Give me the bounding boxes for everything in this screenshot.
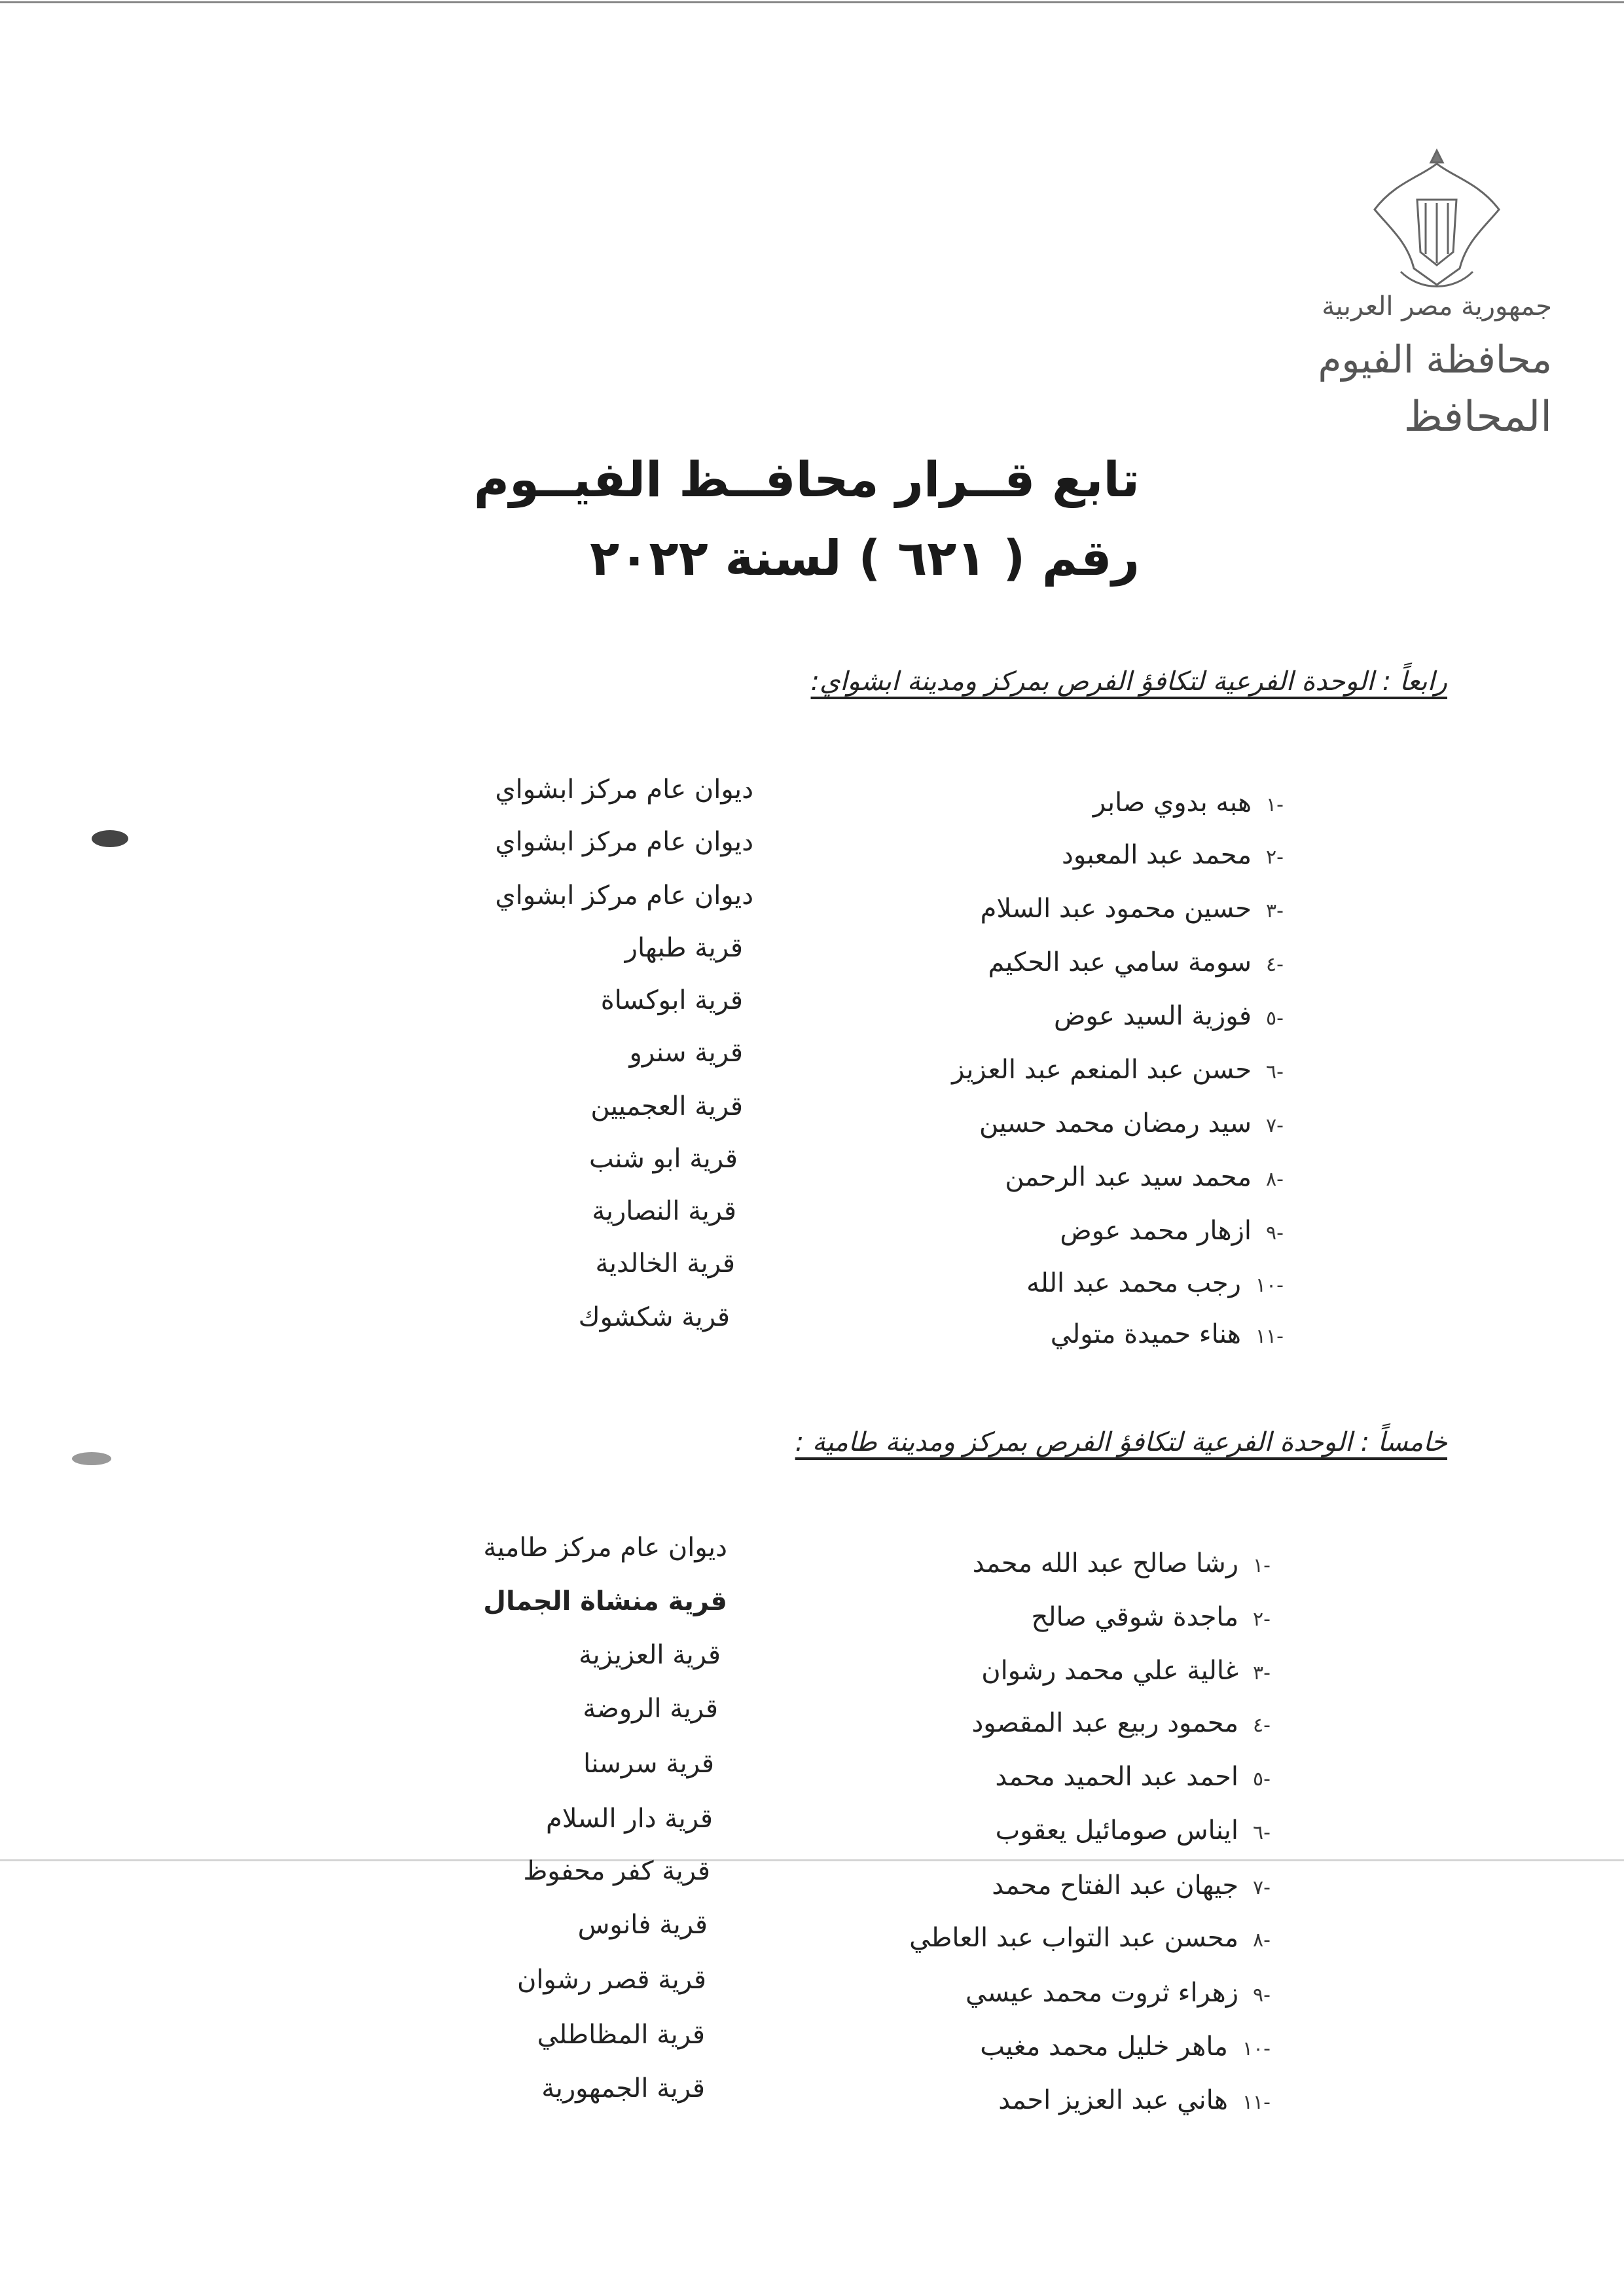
section-5-heading: خامساً : الوحدة الفرعية لتكافؤ الفرص بمركز ومدينة طامية : — [795, 1427, 1447, 1457]
item-number: -١٠ — [1242, 2037, 1271, 2060]
item-number: -٥ — [1266, 1007, 1284, 1030]
item-number: -٣ — [1266, 900, 1284, 922]
person-name: هاني عبد العزيز احمد — [998, 2085, 1228, 2115]
list-item — [1051, 1317, 1284, 1354]
item-number: -٤ — [1253, 1714, 1271, 1737]
workplace: ديوان عام مركز طامية — [483, 1533, 727, 1563]
list-item — [952, 1053, 1284, 1089]
workplace: قرية منشاة الجمال — [483, 1586, 727, 1616]
list-item — [981, 892, 1284, 928]
list-item — [992, 1868, 1271, 1905]
list-item — [1026, 1266, 1284, 1303]
workplace: قرية الخالدية — [595, 1248, 735, 1279]
person-name: محسن عبد التواب عبد العاطي — [909, 1923, 1239, 1953]
list-item — [1054, 999, 1284, 1036]
item-number: -٥ — [1253, 1768, 1271, 1791]
workplace: قرية قصر رشوان — [516, 1965, 706, 1995]
list-item — [988, 945, 1284, 982]
list-item — [979, 1106, 1284, 1143]
section-4-names-list — [695, 786, 1284, 1349]
workplace: قرية سرسنا — [583, 1749, 714, 1779]
scan-line-top — [0, 1, 1624, 3]
workplace: قرية فانوس — [577, 1910, 708, 1940]
person-name: سيد رمضان محمد حسين — [979, 1108, 1252, 1139]
item-number: -٨ — [1266, 1168, 1284, 1191]
workplace: ديوان عام مركز ابشواي — [495, 774, 753, 805]
list-item — [981, 1654, 1271, 1690]
workplace: قرية النصارية — [592, 1196, 736, 1226]
section-5-places-list — [269, 1531, 727, 2107]
scan-speck — [72, 1452, 111, 1465]
item-number: -٨ — [1253, 1929, 1271, 1952]
person-name: هبه بدوي صابر — [1092, 788, 1252, 818]
person-name: رشا صالح عبد الله محمد — [972, 1548, 1239, 1578]
item-number: -٢ — [1266, 846, 1284, 869]
list-item — [1062, 838, 1284, 875]
item-number: -٦ — [1253, 1821, 1271, 1844]
person-name: ايناس صومائيل يعقوب — [995, 1815, 1239, 1846]
workplace: قرية كفر محفوظ — [523, 1856, 710, 1886]
person-name: محمود ربيع عبد المقصود — [971, 1708, 1239, 1738]
list-item — [980, 2030, 1271, 2066]
workplace: قرية العزيزية — [579, 1640, 721, 1670]
person-name: حسين محمود عبد السلام — [980, 894, 1252, 924]
workplace: قرية دار السلام — [545, 1804, 713, 1834]
list-item — [1032, 1600, 1271, 1637]
person-name: ماهر خليل محمد مغيب — [980, 2032, 1228, 2062]
workplace: قرية سنرو — [629, 1038, 743, 1068]
person-name: احمد عبد الحميد محمد — [995, 1762, 1239, 1792]
list-item — [971, 1706, 1271, 1743]
section-4-heading: رابعاً : الوحدة الفرعية لتكافؤ الفرص بمركز ومدينة ابشواي: — [810, 666, 1447, 697]
letterhead-country: جمهورية مصر العربية — [1322, 291, 1552, 321]
letterhead-governorate: محافظة الفيوم — [1318, 337, 1552, 382]
person-name: ماجدة شوقي صالح — [1031, 1602, 1239, 1632]
letterhead-governor: المحافظ — [1403, 393, 1552, 441]
document-title: تابع قــرار محافــظ الفيــوم — [473, 452, 1140, 508]
item-number: -١ — [1253, 1554, 1271, 1577]
workplace: قرية الجمهورية — [541, 2073, 705, 2104]
list-item — [998, 2083, 1271, 2120]
item-number: -٣ — [1253, 1662, 1271, 1685]
person-name: محمد سيد عبد الرحمن — [1005, 1162, 1252, 1192]
workplace: قرية طبهار — [624, 933, 743, 963]
list-item — [965, 1976, 1271, 2013]
person-name: ازهار محمد عوض — [1060, 1216, 1252, 1246]
item-number: -١١ — [1242, 2091, 1271, 2114]
list-item — [996, 1813, 1271, 1850]
item-number: -١١ — [1255, 1325, 1284, 1348]
item-number: -٩ — [1266, 1222, 1284, 1245]
person-name: حسن عبد المنعم عبد العزيز — [952, 1055, 1252, 1085]
workplace: قرية شكشوك — [578, 1302, 730, 1332]
item-number: -٧ — [1253, 1876, 1271, 1899]
person-name: غالية علي محمد رشوان — [981, 1656, 1239, 1686]
list-item — [1060, 1214, 1284, 1250]
section-4-places-list — [295, 773, 753, 1342]
list-item — [909, 1921, 1271, 1958]
item-number: -٩ — [1253, 1984, 1271, 2007]
person-name: هناء حميدة متولي — [1050, 1319, 1241, 1349]
workplace: ديوان عام مركز ابشواي — [495, 827, 753, 857]
item-number: -٦ — [1266, 1061, 1284, 1084]
item-number: -٢ — [1253, 1608, 1271, 1631]
person-name: زهراء ثروت محمد عيسي — [965, 1978, 1239, 2008]
list-item — [1005, 1160, 1284, 1197]
scan-speck — [92, 830, 128, 847]
workplace: قرية ابو شنب — [589, 1144, 738, 1174]
person-name: سومة سامي عبد الحكيم — [988, 947, 1252, 977]
person-name: محمد عبد المعبود — [1062, 840, 1252, 870]
item-number: -٧ — [1266, 1114, 1284, 1137]
list-item — [1093, 786, 1284, 822]
item-number: -١٠ — [1255, 1274, 1284, 1297]
workplace: قرية العجميين — [590, 1091, 743, 1121]
list-item — [973, 1546, 1271, 1583]
decree-number: رقم ( ٦٢١ ) لسنة ٢٠٢٢ — [590, 530, 1140, 587]
list-item — [995, 1760, 1271, 1796]
person-name: فوزية السيد عوض — [1053, 1001, 1252, 1031]
workplace: قرية المظاطلي — [537, 2020, 705, 2050]
eagle-emblem-icon — [1368, 137, 1506, 301]
item-number: -٤ — [1266, 953, 1284, 976]
workplace: قرية ابوكساة — [600, 985, 743, 1015]
workplace: ديوان عام مركز ابشواي — [495, 881, 753, 911]
person-name: رجب محمد عبد الله — [1026, 1268, 1241, 1298]
person-name: جيهان عبد الفتاح محمد — [992, 1870, 1239, 1901]
item-number: -١ — [1266, 793, 1284, 816]
workplace: قرية الروضة — [583, 1694, 718, 1724]
